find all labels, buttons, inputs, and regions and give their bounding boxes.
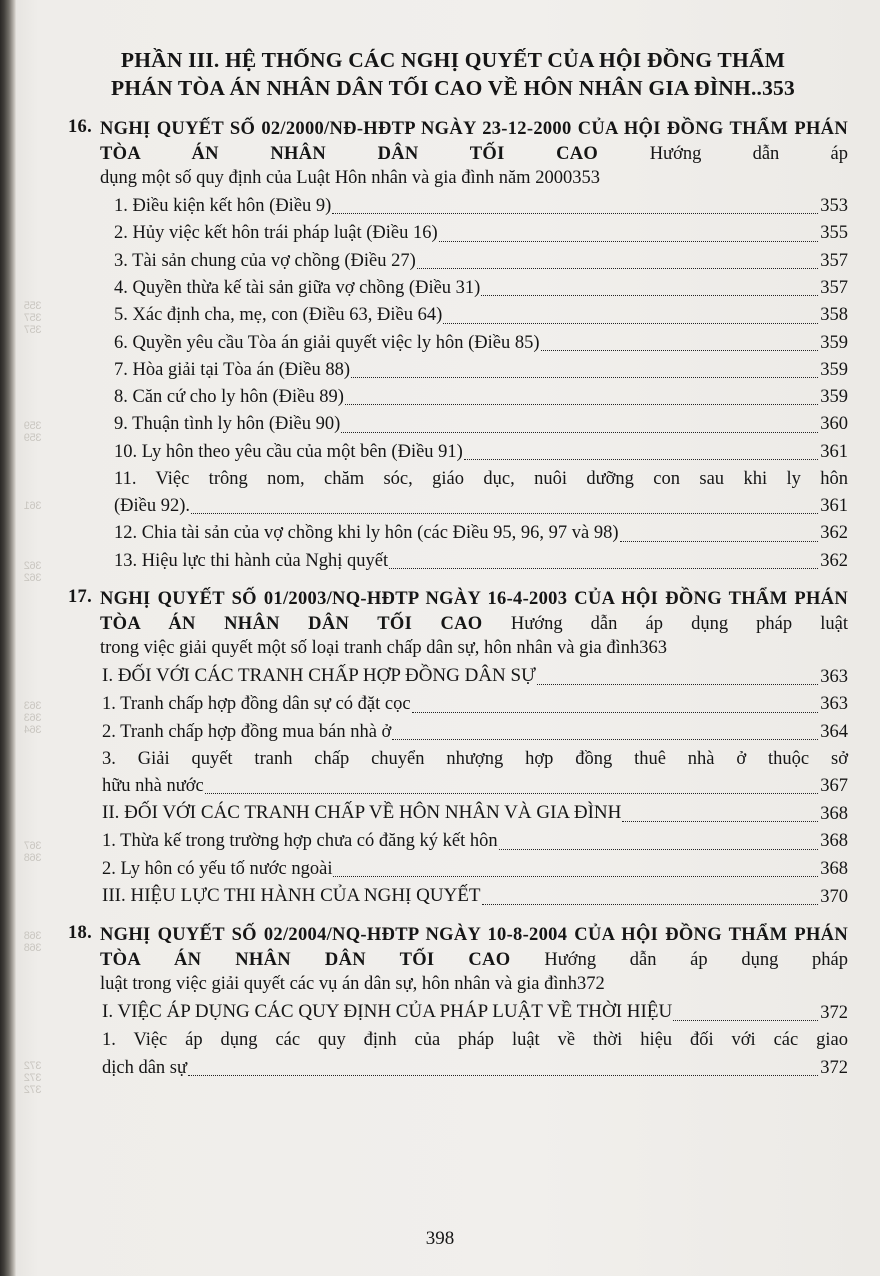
dot-leader bbox=[333, 875, 818, 877]
toc-sub-entry[interactable]: 1. Điều kiện kết hôn (Điều 9) 353 bbox=[114, 193, 848, 219]
toc-page-number: 370 bbox=[820, 886, 848, 907]
toc-sub-entry[interactable]: 13. Hiệu lực thi hành của Nghị quyết 362 bbox=[114, 548, 848, 574]
bleed-marks: 367 368 bbox=[24, 840, 42, 864]
toc-major-entry[interactable] bbox=[58, 923, 848, 998]
toc-page-number: 363 bbox=[639, 638, 667, 659]
dot-leader bbox=[345, 403, 818, 405]
toc-page-number: 364 bbox=[820, 721, 848, 742]
toc-page-number: 367 bbox=[820, 776, 848, 797]
toc-sub-entry[interactable]: 2. Ly hôn có yếu tố nước ngoài 368 bbox=[102, 856, 848, 882]
toc-sub-entry[interactable]: 1. Tranh chấp hợp đồng dân sự có đặt cọc 363 bbox=[102, 691, 848, 717]
toc-page-number: 362 bbox=[820, 550, 848, 571]
dot-leader bbox=[341, 431, 818, 433]
toc-sub-entry-line1: 3. Giải quyết tranh chấp chuyển nhượng hợp đồng thuê nhà ở thuộc sở bbox=[102, 748, 848, 769]
dot-leader bbox=[464, 458, 818, 460]
toc-page-number: 357 bbox=[820, 278, 848, 298]
toc-entry-subtitle: luật trong việc giải quyết các vụ án dân sự, hôn nhân và gia đình 372 bbox=[100, 972, 848, 998]
bleed-marks: 363 363 364 bbox=[24, 700, 42, 736]
toc-sub-entry[interactable]: 5. Xác định cha, mẹ, con (Điều 63, Điều 64) 358 bbox=[114, 302, 848, 328]
toc-sub-entry[interactable]: 10. Ly hôn theo yêu cầu của một bên (Điều 91) 361 bbox=[114, 439, 848, 465]
dot-leader bbox=[439, 240, 819, 242]
toc-entry-subtitle: trong việc giải quyết một số loại tranh chấp dân sự, hôn nhân và gia đình 363 bbox=[100, 636, 848, 662]
bleed-marks: 361 bbox=[24, 500, 42, 512]
toc-major-entry[interactable] bbox=[58, 117, 848, 192]
toc-page-number: 359 bbox=[820, 387, 848, 408]
dot-leader bbox=[541, 349, 819, 351]
toc-entry-number: 16. bbox=[67, 116, 92, 137]
toc-page-number: 360 bbox=[820, 414, 848, 435]
toc-page-number: 355 bbox=[820, 223, 848, 244]
toc-entry-subtitle: dụng một số quy định của Luật Hôn nhân và gia đình năm 2000 353 bbox=[100, 166, 848, 192]
bleed-marks: 355 357 357 bbox=[24, 300, 42, 336]
toc-sub-entry[interactable]: 9. Thuận tình ly hôn (Điều 90) 360 bbox=[114, 411, 848, 437]
dot-leader bbox=[412, 711, 819, 713]
toc-page-number: 353 bbox=[820, 196, 848, 217]
dot-leader bbox=[188, 1074, 818, 1076]
toc-sub-entry[interactable] bbox=[102, 746, 848, 800]
toc-page-number: 361 bbox=[820, 441, 848, 462]
toc-page-number: 358 bbox=[820, 305, 848, 326]
toc-sub-entry[interactable]: 2. Hủy việc kết hôn trái pháp luật (Điều 16) 355 bbox=[114, 220, 848, 246]
dot-leader bbox=[191, 512, 818, 514]
page-gutter-shadow bbox=[0, 0, 16, 1276]
dot-leader bbox=[499, 848, 819, 850]
toc-sub-entry-line2: dịch dân sự 372 bbox=[102, 1055, 848, 1081]
bleed-marks: 368 368 bbox=[24, 930, 42, 954]
page-title-line1: PHẦN III. HỆ THỐNG CÁC NGHỊ QUYẾT CỦA HỘI ĐỒNG THẨM bbox=[120, 48, 786, 72]
toc-entry-title: NGHỊ QUYẾT SỐ 02/2004/NQ-HĐTP NGÀY 10-8-2004 CỦA HỘI ĐỒNG THẨM PHÁN TÒA ÁN NHÂN DÂN TỐI CAO Hướng dẫn áp dụng pháp bbox=[100, 924, 848, 970]
toc-sub-entry[interactable]: 12. Chia tài sản của vợ chồng khi ly hôn (các Điều 95, 96, 97 và 98) 362 bbox=[114, 520, 848, 546]
dot-leader bbox=[205, 792, 818, 794]
toc-page-number: 372 bbox=[577, 974, 605, 995]
toc-page-number: 368 bbox=[820, 831, 848, 852]
toc-roman-entry[interactable]: I. VIỆC ÁP DỤNG CÁC QUY ĐỊNH CỦA PHÁP LUẬT VỀ THỜI HIỆU 372 bbox=[102, 999, 848, 1026]
dot-leader bbox=[620, 540, 819, 542]
dot-leader bbox=[392, 738, 818, 740]
toc-page-number: 372 bbox=[820, 1057, 848, 1078]
toc-sub-entry[interactable]: 4. Quyền thừa kế tài sản giữa vợ chồng (Điều 31) 357 bbox=[114, 275, 848, 301]
dot-leader bbox=[673, 1019, 818, 1021]
bleed-marks: 359 359 bbox=[24, 420, 42, 444]
toc-sub-entry-line1: 11. Việc trông nom, chăm sóc, giáo dục, nuôi dưỡng con sau khi ly hôn bbox=[114, 468, 848, 489]
toc-page-number: 362 bbox=[820, 523, 848, 544]
toc-sub-entry[interactable]: 6. Quyền yêu cầu Tòa án giải quyết việc ly hôn (Điều 85) 359 bbox=[114, 330, 848, 356]
bleed-marks: 362 362 bbox=[24, 560, 42, 584]
toc-page-number: 368 bbox=[820, 858, 848, 879]
dot-leader bbox=[389, 567, 818, 569]
dot-leader bbox=[481, 294, 818, 296]
toc-entry-title: NGHỊ QUYẾT SỐ 02/2000/NĐ-HĐTP NGÀY 23-12-2000 CỦA HỘI ĐỒNG THẨM PHÁN TÒA ÁN NHÂN DÂN TỐI CAO Hướng dẫn áp bbox=[100, 118, 849, 164]
table-of-contents bbox=[58, 46, 848, 1082]
toc-sub-entry-line1: 1. Việc áp dụng các quy định của pháp luật về thời hiệu đối với các giao bbox=[102, 1030, 848, 1051]
toc-page-number: 361 bbox=[820, 496, 848, 517]
toc-page-number: 357 bbox=[820, 250, 848, 271]
dot-leader bbox=[537, 683, 818, 685]
toc-page-number: 372 bbox=[820, 1003, 848, 1024]
toc-page-number: 359 bbox=[820, 359, 848, 380]
toc-sub-entry[interactable]: 7. Hòa giải tại Tòa án (Điều 88) 359 bbox=[114, 357, 848, 383]
toc-roman-entry[interactable]: I. ĐỐI VỚI CÁC TRANH CHẤP HỢP ĐỒNG DÂN SỰ 363 bbox=[102, 663, 848, 690]
toc-major-entry[interactable] bbox=[58, 587, 848, 662]
toc-sub-entry[interactable]: 8. Căn cứ cho ly hôn (Điều 89) 359 bbox=[114, 384, 848, 410]
toc-page-number: 363 bbox=[820, 667, 848, 688]
bleed-marks: 372 372 372 bbox=[24, 1060, 42, 1096]
page-title-line2: PHÁN TÒA ÁN NHÂN DÂN TỐI CAO VỀ HÔN NHÂN GIA ĐÌNH..353 bbox=[111, 76, 795, 101]
toc-sub-entry[interactable]: 2. Tranh chấp hợp đồng mua bán nhà ở 364 bbox=[102, 719, 848, 745]
toc-page-number: 363 bbox=[820, 694, 848, 715]
dot-leader bbox=[417, 267, 818, 269]
dot-leader bbox=[622, 820, 818, 822]
toc-sub-entry[interactable]: 3. Tài sản chung của vợ chồng (Điều 27) 357 bbox=[114, 248, 848, 274]
toc-page-number: 368 bbox=[820, 804, 848, 825]
toc-sub-entry-line2: (Điều 92). 361 bbox=[114, 493, 848, 519]
toc-roman-entry[interactable]: III. HIỆU LỰC THI HÀNH CỦA NGHỊ QUYẾT 370 bbox=[102, 883, 848, 910]
dot-leader bbox=[351, 376, 818, 378]
toc-sub-entry[interactable]: 1. Thừa kế trong trường hợp chưa có đăng ký kết hôn 368 bbox=[102, 828, 848, 854]
toc-entry-title: NGHỊ QUYẾT SỐ 01/2003/NQ-HĐTP NGÀY 16-4-2003 CỦA HỘI ĐỒNG THẨM PHÁN TÒA ÁN NHÂN DÂN TỐI CAO Hướng dẫn áp dụng pháp luật bbox=[100, 588, 848, 634]
toc-page-number: 353 bbox=[572, 168, 600, 189]
dot-leader bbox=[332, 212, 818, 214]
toc-roman-entry[interactable]: II. ĐỐI VỚI CÁC TRANH CHẤP VỀ HÔN NHÂN VÀ GIA ĐÌNH 368 bbox=[102, 800, 848, 827]
toc-entry-number: 17. bbox=[67, 586, 92, 607]
toc-sub-entry[interactable] bbox=[102, 1027, 848, 1081]
toc-sub-entry[interactable] bbox=[114, 466, 848, 520]
toc-sub-entry-line2: hữu nhà nước 367 bbox=[102, 773, 848, 799]
folio-page-number: 398 bbox=[425, 1228, 455, 1249]
dot-leader bbox=[443, 322, 818, 324]
toc-page-number: 359 bbox=[820, 332, 848, 353]
toc-entry-number: 18. bbox=[67, 922, 92, 943]
dot-leader bbox=[482, 903, 819, 905]
page-title bbox=[66, 46, 840, 103]
